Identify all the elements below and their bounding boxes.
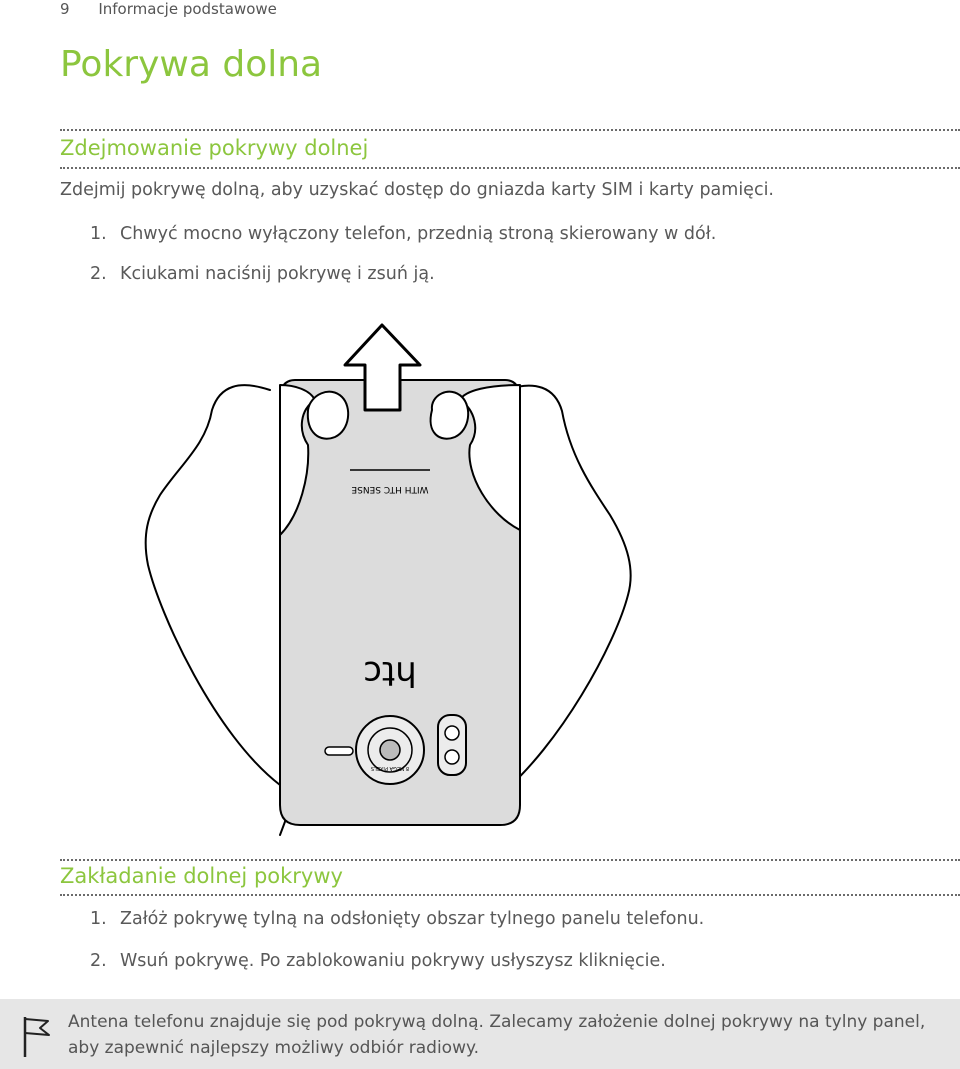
left-hand (146, 385, 295, 835)
page-header (60, 0, 277, 18)
page-number: 9 (60, 0, 70, 18)
list-item (90, 951, 666, 971)
divider (60, 859, 960, 861)
step-text: Kciukami naciśnij pokrywę i zsuń ją. (120, 264, 435, 284)
camera-label: 8 MEGA PIXELS (370, 765, 410, 771)
section-title: Informacje podstawowe (98, 0, 277, 18)
step-number: 1. (90, 909, 107, 929)
step-number: 2. (90, 264, 107, 284)
step-text: Załóż pokrywę tylną na odsłonięty obszar tylnego panelu telefonu. (120, 909, 705, 929)
installing-heading: Zakładanie dolnej pokrywy (60, 864, 343, 888)
step-number: 2. (90, 951, 107, 971)
sense-label: WITH HTC SENSE (351, 484, 429, 494)
divider (60, 894, 960, 896)
page-title: Pokrywa dolna (60, 44, 323, 85)
htc-logo: htc (363, 653, 417, 693)
flag-icon (18, 1013, 52, 1059)
list-item (90, 909, 704, 929)
list-item (90, 264, 435, 284)
speaker-grille (325, 747, 353, 755)
left-thumb-tip (308, 392, 348, 439)
list-item (90, 224, 716, 244)
note-text: Antena telefonu znajduje się pod pokrywą dolną. Zalecamy założenie dolnej pokrywy na tylny panel, aby zapewnić najlepszy możliwy odbiór radiowy. (68, 1012, 926, 1058)
removing-intro: Zdejmij pokrywę dolną, aby uzyskać dostęp do gniazda karty SIM i karty pamięci. (60, 180, 774, 200)
step-number: 1. (90, 224, 107, 244)
flash (438, 715, 466, 775)
note-box (0, 999, 960, 1069)
step-text: Wsuń pokrywę. Po zablokowaniu pokrywy usłyszysz kliknięcie. (120, 951, 666, 971)
step-text: Chwyć mocno wyłączony telefon, przednią stroną skierowany w dół. (120, 224, 717, 244)
phone-cover-illustration (120, 315, 650, 840)
divider (60, 129, 960, 131)
removing-heading: Zdejmowanie pokrywy dolnej (60, 136, 369, 160)
divider (60, 167, 960, 169)
right-thumb-tip (431, 392, 469, 439)
